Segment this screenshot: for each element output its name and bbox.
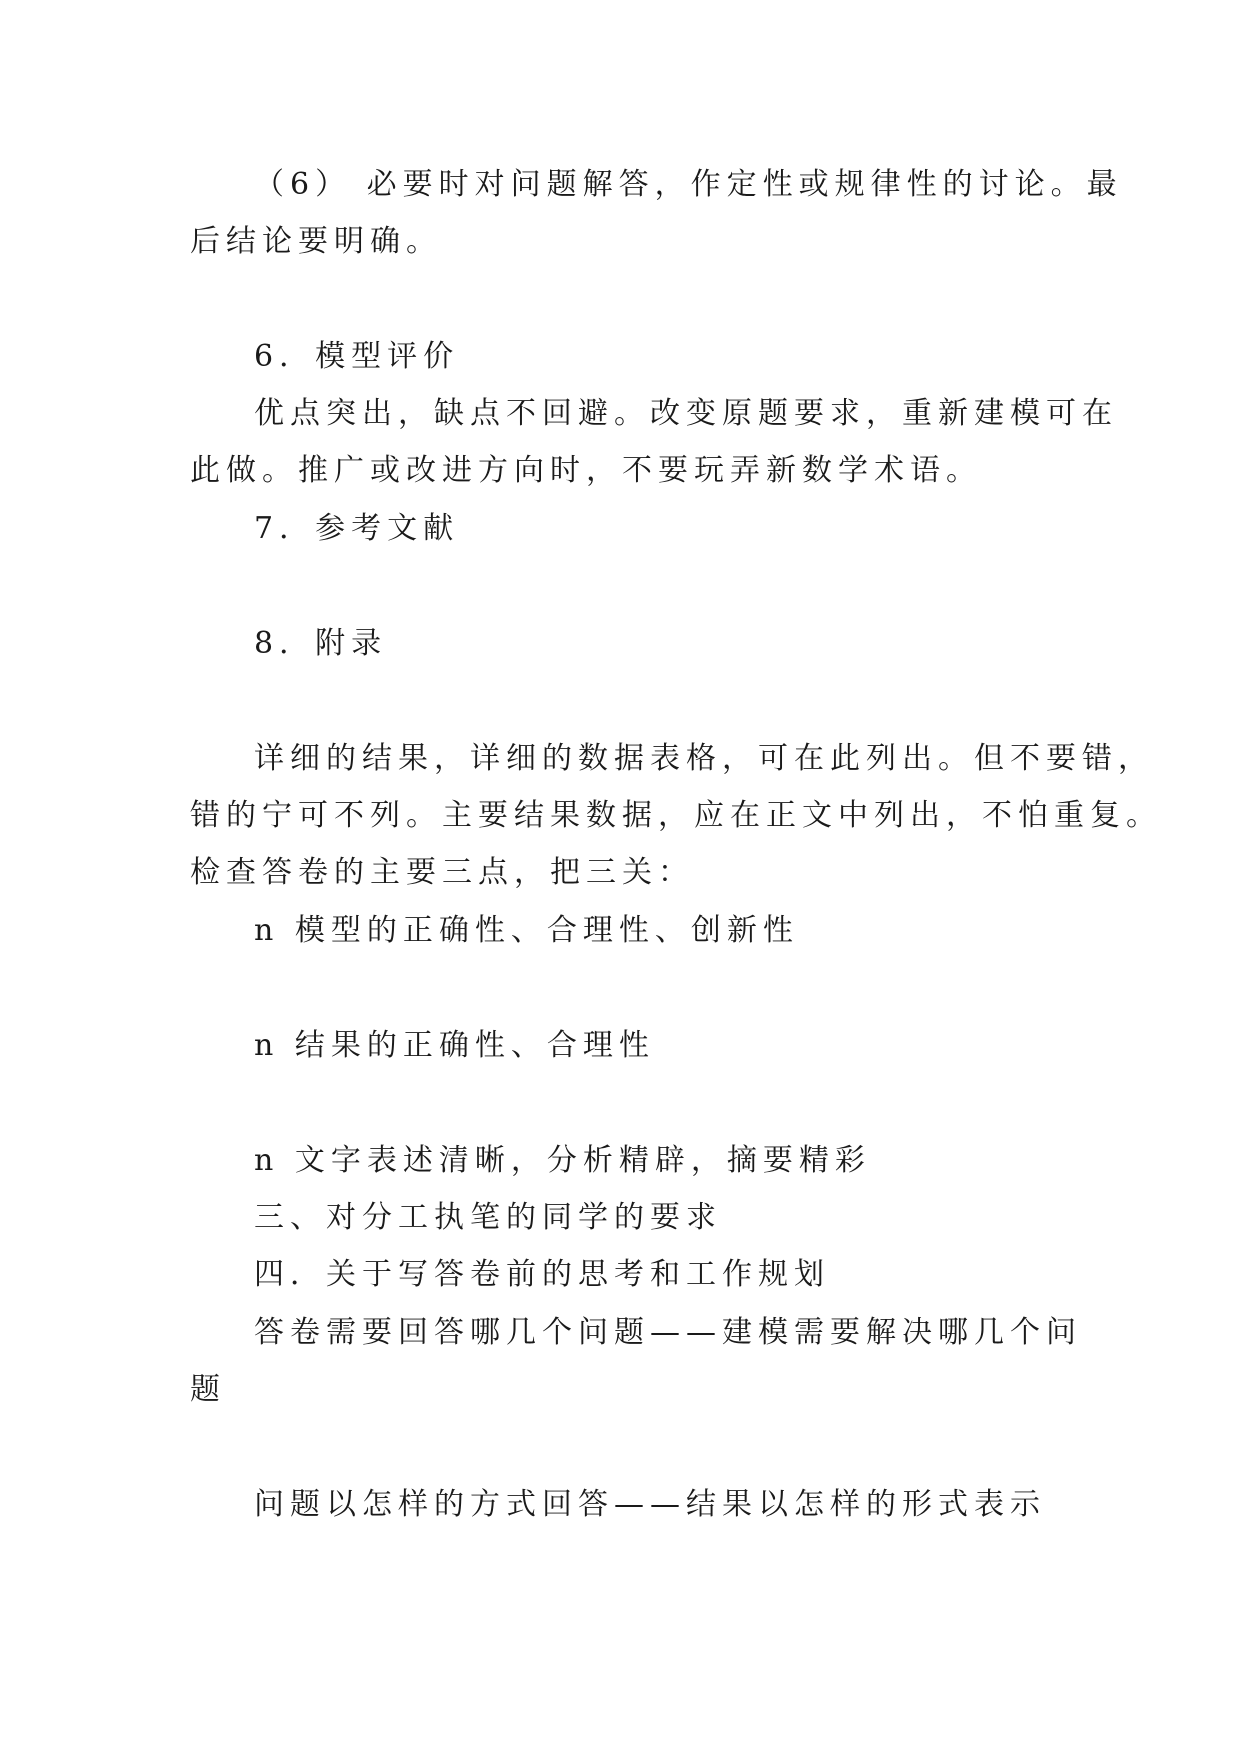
section-heading: 四．关于写答卷前的思考和工作规划	[254, 1257, 830, 1292]
paragraph-line: 题	[190, 1372, 226, 1407]
paragraph-line: 检查答卷的主要三点，把三关：	[190, 855, 694, 890]
paragraph-line: 错的宁可不列。主要结果数据，应在正文中列出，不怕重复。	[190, 798, 1162, 833]
paragraph-line: 后结论要明确。	[190, 224, 442, 259]
paragraph-line: 答卷需要回答哪几个问题——建模需要解决哪几个问	[254, 1315, 1082, 1350]
paragraph-line: 此做。推广或改进方向时，不要玩弄新数学术语。	[190, 453, 982, 488]
paragraph-line: 优点突出，缺点不回避。改变原题要求，重新建模可在	[254, 396, 1118, 431]
list-item: n 模型的正确性、合理性、创新性	[254, 913, 799, 948]
paragraph-line: （6） 必要时对问题解答，作定性或规律性的讨论。最	[254, 167, 1123, 202]
list-item: n 结果的正确性、合理性	[254, 1028, 655, 1063]
section-heading: 三、对分工执笔的同学的要求	[254, 1200, 722, 1235]
paragraph-line: 问题以怎样的方式回答——结果以怎样的形式表示	[254, 1487, 1046, 1522]
section-heading: 7．参考文献	[254, 511, 460, 546]
list-item: n 文字表述清晰，分析精辟，摘要精彩	[254, 1143, 871, 1178]
section-heading: 6．模型评价	[254, 339, 460, 374]
section-heading: 8．附录	[254, 626, 388, 661]
paragraph-line: 详细的结果，详细的数据表格，可在此列出。但不要错，	[254, 741, 1154, 776]
